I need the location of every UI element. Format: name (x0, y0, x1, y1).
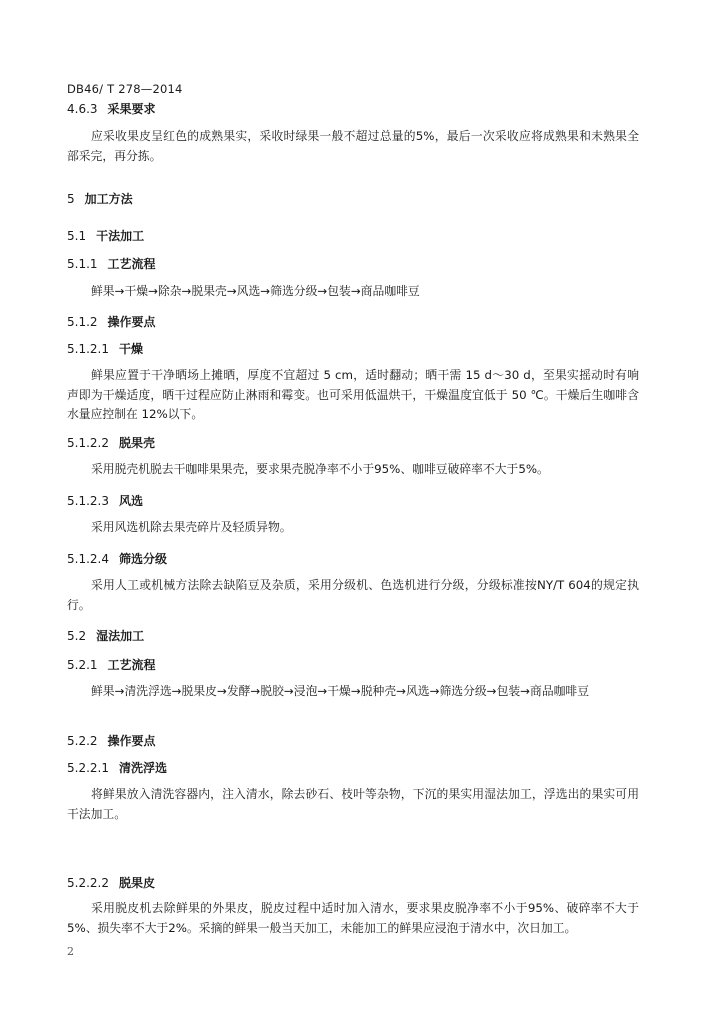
section-number: 5.1 (67, 229, 87, 243)
section-number: 5.1.2.3 (67, 494, 109, 508)
section-number: 5.1.2.4 (67, 552, 109, 566)
paragraph-5-1-2-4: 采用人工或机械方法除去缺陷豆及杂质，采用分级机、色选机进行分级，分级标准按NY/T 604的规定执行。 (67, 578, 639, 612)
section-number: 5.2 (67, 629, 87, 643)
section-title: 脱果壳 (118, 436, 155, 450)
heading-5-1-1 (67, 255, 156, 272)
section-number: 5.2.2.2 (67, 876, 109, 890)
section-title: 操作要点 (107, 734, 156, 748)
heading-5-1-2 (67, 313, 156, 330)
section-number: 5 (67, 192, 75, 206)
paragraph-5-2-2-1: 将鲜果放入清洗容器内，注入清水，除去砂石、枝叶等杂物，下沉的果实用湿法加工，浮选出的果实可用干法加工。 (67, 787, 639, 821)
paragraph-5-1-2-2: 采用脱壳机脱去干咖啡果果壳，要求果壳脱净率不小于95%、咖啡豆破碎率不大于5%。 (91, 462, 549, 476)
heading-5-1-2-2 (67, 434, 155, 451)
section-title: 采果要求 (107, 102, 156, 116)
section-number: 5.1.1 (67, 257, 98, 271)
section-title: 清洗浮选 (118, 761, 167, 775)
heading-5-1-2-4 (67, 550, 167, 567)
section-number: 5.1.2.2 (67, 436, 109, 450)
section-number: 5.2.1 (67, 658, 98, 672)
paragraph-5-1-2-1: 鲜果应置于干净晒场上摊晒，厚度不宜超过 5 cm，适时翻动；晒干需 15 d～30 d，至果实摇动时有响声即为干燥适度，晒干过程应防止淋雨和霉变。也可采用低温烘干，干燥温度宜低于 50 ℃。干燥后生咖啡含水量应控制在 12%以下。 (67, 368, 639, 421)
heading-5-1-2-1 (67, 340, 143, 357)
paragraph-5-1-1: 鲜果→干燥→除杂→脱果壳→风选→筛选分级→包装→商品咖啡豆 (91, 284, 420, 298)
heading-5-2-2-2 (67, 874, 155, 891)
section-title: 干燥 (118, 342, 143, 356)
paragraph-5-2-2-2: 采用脱皮机去除鲜果的外果皮，脱皮过程中适时加入清水，要求果皮脱净率不小于95%、破碎率不大于5%、损失率不大于2%。采摘的鲜果一般当天加工，未能加工的鲜果应浸泡于清水中，次日加工。 (67, 901, 639, 935)
section-number: 4.6.3 (67, 102, 98, 116)
heading-5-1-2-3 (67, 492, 143, 509)
heading-5-2-1 (67, 656, 156, 673)
section-title: 加工方法 (84, 192, 133, 206)
heading-5-2-2-1 (67, 759, 167, 776)
heading-5 (67, 190, 133, 207)
section-title: 干法加工 (96, 229, 145, 243)
section-number: 5.1.2 (67, 315, 98, 329)
section-number: 5.1.2.1 (67, 342, 109, 356)
paragraph-4-6-3: 应采收果皮呈红色的成熟果实，采收时绿果一般不超过总量的5%，最后一次采收应将成熟果和未熟果全部采完，再分拣。 (67, 129, 639, 163)
heading-5-2-2 (67, 732, 156, 749)
section-title: 脱果皮 (118, 876, 155, 890)
heading-5-2 (67, 627, 144, 644)
section-title: 操作要点 (107, 315, 156, 329)
section-title: 风选 (118, 494, 143, 508)
section-title: 工艺流程 (107, 658, 156, 672)
heading-5-1 (67, 227, 144, 244)
section-title: 湿法加工 (96, 629, 145, 643)
section-number: 5.2.2 (67, 734, 98, 748)
section-title: 工艺流程 (107, 257, 156, 271)
heading-4-6-3 (67, 100, 156, 117)
page-number: 2 (67, 945, 74, 958)
standard-code: DB46/ T 278—2014 (67, 82, 183, 96)
section-number: 5.2.2.1 (67, 761, 109, 775)
paragraph-5-1-2-3: 采用风选机除去果壳碎片及轻质异物。 (91, 520, 292, 534)
paragraph-5-2-1: 鲜果→清洗浮选→脱果皮→发酵→脱胶→浸泡→干燥→脱种壳→风选→筛选分级→包装→商品咖啡豆 (91, 684, 590, 698)
section-title: 筛选分级 (118, 552, 167, 566)
